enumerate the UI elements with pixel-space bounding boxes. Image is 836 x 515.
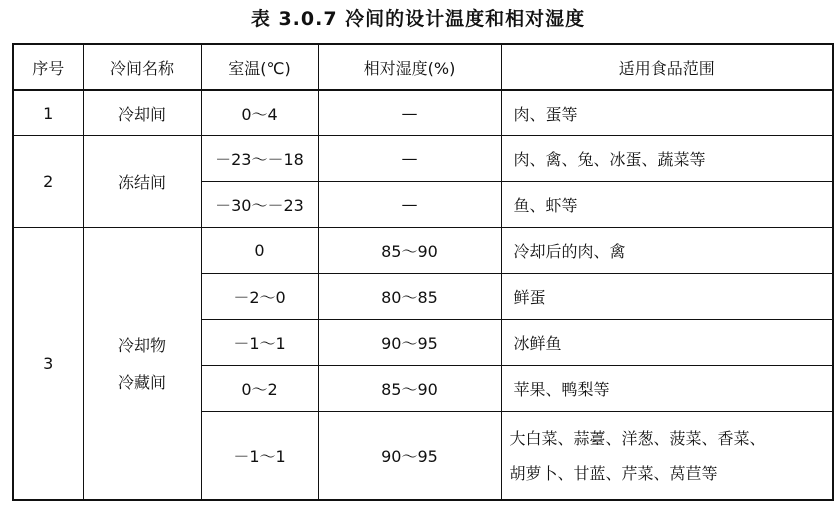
room-name-line: 冷藏间	[117, 372, 166, 392]
room-temp: －30～－23	[201, 182, 318, 228]
food-scope-line: 大白菜、蒜薹、洋葱、菠菜、香菜、	[509, 428, 766, 448]
food-scope: 冰鲜鱼	[501, 320, 833, 366]
food-scope: 肉、禽、兔、冰蛋、蔬菜等	[501, 136, 833, 182]
header-no: 序号	[13, 44, 83, 90]
room-temp: －1～1	[201, 412, 318, 501]
table-row	[13, 90, 833, 136]
table-title: 表 3.0.7 冷间的设计温度和相对湿度	[250, 8, 586, 30]
room-temp: －1～1	[201, 320, 318, 366]
food-scope-line: 胡萝卜、甘蓝、芹菜、莴苣等	[509, 463, 718, 483]
food-scope: 冷却后的肉、禽	[501, 228, 833, 274]
table-row	[13, 136, 833, 182]
food-scope	[501, 412, 833, 501]
room-temp: 0～4	[201, 90, 318, 136]
row-no: 3	[13, 228, 83, 501]
cold-room-table	[12, 43, 834, 501]
humidity: 80～85	[318, 274, 501, 320]
header-room-temp: 室温(℃)	[201, 44, 318, 90]
food-scope: 鱼、虾等	[501, 182, 833, 228]
room-name: 冻结间	[83, 136, 201, 228]
header-humidity: 相对湿度(%)	[318, 44, 501, 90]
food-scope: 苹果、鸭梨等	[501, 366, 833, 412]
food-scope: 鲜蛋	[501, 274, 833, 320]
room-temp: －23～－18	[201, 136, 318, 182]
header-food-scope: 适用食品范围	[501, 44, 833, 90]
room-temp: 0	[201, 228, 318, 274]
row-no: 2	[13, 136, 83, 228]
humidity: 90～95	[318, 412, 501, 501]
room-name: 冷却间	[83, 90, 201, 136]
humidity: —	[318, 182, 501, 228]
room-temp: 0～2	[201, 366, 318, 412]
humidity: 90～95	[318, 320, 501, 366]
room-name-line: 冷却物	[117, 335, 166, 355]
header-room-name: 冷间名称	[83, 44, 201, 90]
humidity: —	[318, 90, 501, 136]
humidity: 85～90	[318, 366, 501, 412]
table-row	[13, 228, 833, 274]
food-scope: 肉、蛋等	[501, 90, 833, 136]
room-temp: －2～0	[201, 274, 318, 320]
header-row	[13, 44, 833, 90]
room-name	[83, 228, 201, 501]
humidity: 85～90	[318, 228, 501, 274]
humidity: —	[318, 136, 501, 182]
row-no: 1	[13, 90, 83, 136]
